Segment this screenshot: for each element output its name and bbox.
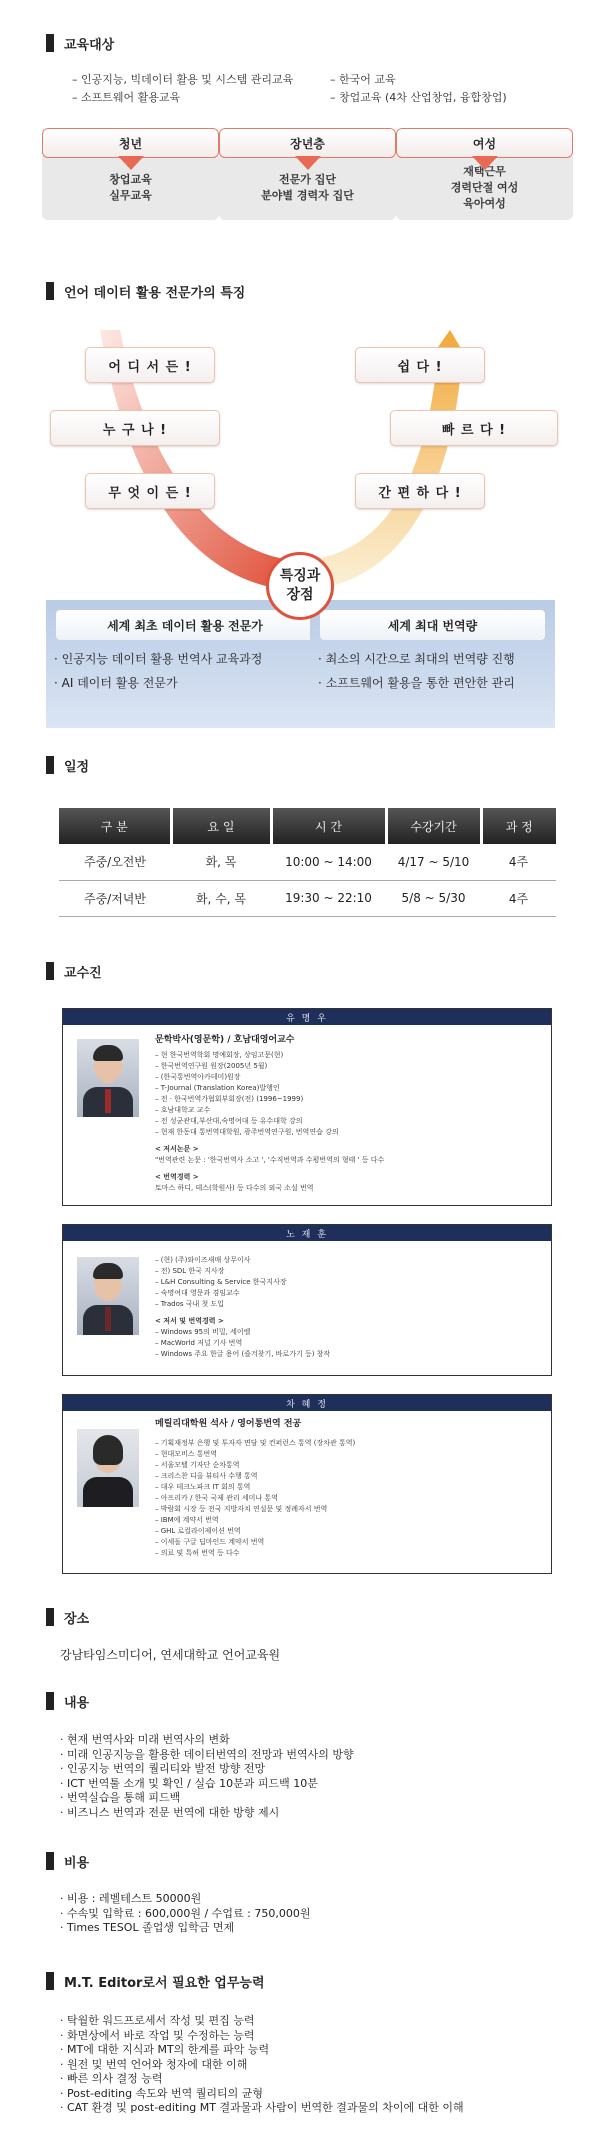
- target-group-title: 장년층: [219, 128, 396, 158]
- bio-line: – 현재 한동대 통번역대학원, 광주번역연구원, 번역연습 강의: [155, 1128, 339, 1136]
- bio-line: – 박람회 시장 등 전국 지방자치 연설문 및 정례자서 번역: [155, 1505, 328, 1513]
- feature-box-title: 세계 최초 데이터 활용 전문가: [56, 610, 314, 640]
- feature-item: · 인공지능 데이터 활용 번역사 교육과정: [54, 652, 263, 666]
- faculty-card: [62, 1224, 552, 1376]
- feature-box-right: [310, 600, 555, 728]
- target-group-line: 창업교육: [109, 173, 152, 186]
- list-item: · 인공지능 번역의 퀄리티와 발전 방향 전망: [60, 1762, 266, 1775]
- list-item: · CAT 환경 및 post-editing MT 결과물과 사람이 번역한 결과물의 차이에 대한 이해: [60, 2101, 464, 2114]
- bio-line: – 대우 테크노파크 IT 회의 통역: [155, 1483, 251, 1491]
- section-marker: [46, 1608, 54, 1626]
- section-marker: [46, 962, 54, 980]
- column-header: 과 정: [481, 808, 556, 844]
- section-title: 교육대상: [64, 37, 115, 53]
- section-header-content: [46, 1690, 89, 1712]
- section-marker: [46, 756, 54, 774]
- features-center-badge: [266, 552, 334, 620]
- bio-line: – 현대모비스 통번역: [155, 1450, 218, 1458]
- feature-box-items: [46, 650, 324, 691]
- place-text: 강남타임스미디어, 연세대학교 언어교육원: [60, 1648, 281, 1662]
- column-header: 요 일: [171, 808, 271, 844]
- table-cell: 10:00 ~ 14:00: [271, 844, 386, 880]
- feature-item: · 소프트웨어 활용을 통한 편안한 관리: [318, 676, 515, 690]
- down-arrow-icon: [118, 156, 144, 170]
- target-group-line: 경력단절 여성: [450, 181, 519, 194]
- target-group-youth: [42, 128, 219, 220]
- feature-pill: 쉽 다 !: [355, 347, 485, 383]
- column-header: 수강기간: [386, 808, 481, 844]
- list-item: · 번역실습을 통해 피드백: [60, 1791, 181, 1804]
- target-item: – 인공지능, 빅데이터 활용 및 시스템 관리교육: [72, 73, 294, 86]
- bio-line: < 저서논문 >: [155, 1145, 199, 1153]
- target-group-women: [396, 128, 573, 220]
- bio-line: < 번역경력 >: [155, 1173, 199, 1181]
- section-title: 교수진: [64, 965, 102, 981]
- list-item: · Post-editing 속도와 번역 퀄리티의 균형: [60, 2086, 263, 2100]
- target-group-line: 분야별 경력자 집단: [261, 189, 354, 202]
- bio-line: – 현 한국번역학회 명예회장, 상임고문(현): [155, 1051, 284, 1059]
- bio-line: – 기획재정부 은행 및 투자자 면담 및 컨퍼런스 통역 (장차관 통역): [155, 1439, 356, 1447]
- section-title: 내용: [64, 1695, 90, 1711]
- faculty-photo: [77, 1257, 139, 1335]
- table-cell: 4주: [481, 880, 556, 916]
- list-item: · 수속및 입학료 : 600,000원 / 수업료 : 750,000원: [60, 1906, 311, 1920]
- bio-line: "번역관련 논문 : '한국번역사 소고 ', '수직번역과 수평번역의 형태 ' 등 다수: [155, 1156, 385, 1164]
- faculty-bio: [155, 1255, 330, 1360]
- feature-item: · 최소의 시간으로 최대의 번역량 진행: [318, 652, 515, 666]
- table-cell: 주중/오전반: [59, 844, 171, 880]
- column-header: 구 분: [59, 808, 171, 844]
- faculty-title: 메릴리대학원 석사 / 영어통번역 전공: [155, 1419, 302, 1429]
- table-row: [59, 880, 556, 916]
- bio-line: – 한국번역연구원 원장(2005년 5월): [155, 1062, 268, 1070]
- bio-line: – 전 · 한국번역가협회부회장(전) (1996~1999): [155, 1095, 304, 1103]
- section-marker: [46, 1692, 54, 1710]
- feature-pill: 간 편 하 다 !: [355, 473, 485, 509]
- feature-pill: 빠 르 다 !: [390, 410, 558, 446]
- table-cell: 4/17 ~ 5/10: [386, 844, 481, 880]
- faculty-title: 문학박사(영문학) / 호남대영어교수: [155, 1035, 295, 1045]
- bio-line: – 크리스찬 디올 뷰티사 수행 통역: [155, 1472, 258, 1480]
- bio-line: – 이세돌 구글 딥마인드 계약서 번역: [155, 1538, 265, 1546]
- list-item: · 탁월한 워드프로세서 작성 및 편집 능력: [60, 2014, 255, 2027]
- down-arrow-icon: [295, 156, 321, 170]
- section-marker: [46, 34, 54, 52]
- target-group-middle-aged: [219, 128, 396, 220]
- down-arrow-icon: [472, 156, 498, 170]
- faculty-card: [62, 1008, 552, 1206]
- feature-box-left: [46, 600, 324, 728]
- feature-item: · AI 데이터 활용 전문가: [54, 676, 178, 690]
- section-header-features: [46, 280, 245, 302]
- list-item: · MT에 대한 지식과 MT의 한계를 파악 능력: [60, 2043, 270, 2056]
- faculty-name: 차 혜 정: [63, 1395, 551, 1411]
- list-item: · 화면상에서 바로 작업 및 수정하는 능력: [60, 2028, 255, 2042]
- table-row: [59, 844, 556, 880]
- section-title: 비용: [64, 1855, 90, 1871]
- photo-tie: [105, 1307, 111, 1331]
- list-item: · ICT 번역툴 소개 및 확인 / 실습 10분과 피드백 10분: [60, 1776, 318, 1790]
- target-group-line: 전문가 집단: [279, 173, 336, 186]
- bio-line: – 호남대학교 교수: [155, 1106, 211, 1114]
- faculty-photo: [77, 1039, 139, 1117]
- photo-hair: [93, 1435, 123, 1465]
- list-item: · 비용 : 레벨테스트 50000원: [60, 1892, 202, 1905]
- table-cell: 화, 목: [171, 844, 271, 880]
- feature-box-items: [310, 650, 555, 691]
- photo-tie: [105, 1089, 111, 1113]
- bio-line: – Trados 국내 첫 도입: [155, 1300, 224, 1308]
- bio-line: – MacWorld 저널 기사 번역: [155, 1339, 243, 1347]
- bio-line: 토마스 하디, 테스(학원사) 등 다수의 외국 소설 번역: [155, 1184, 314, 1192]
- bio-line: – 전 성균관대,부산대,숙명여대 등 유수대학 강의: [155, 1117, 303, 1125]
- list-item: · Times TESOL 졸업생 입학금 면제: [60, 1921, 235, 1934]
- bio-line: – (한국통번역아카데미)원장: [155, 1073, 241, 1081]
- bio-line: – T-Journal (Translation Korea)발행인: [155, 1084, 280, 1092]
- feature-box-title: 세계 최대 번역량: [320, 610, 545, 640]
- faculty-name: 노 재 훈: [63, 1225, 551, 1241]
- cost-list: [60, 1892, 310, 1936]
- table-header-row: [59, 808, 556, 844]
- section-header-target: [46, 32, 114, 54]
- section-title: 일정: [64, 759, 90, 775]
- target-item: – 한국어 교육: [330, 73, 396, 86]
- list-item: · 비즈니스 번역과 전문 번역에 대한 방향 제시: [60, 1805, 280, 1819]
- column-header: 시 간: [271, 808, 386, 844]
- badge-line: 특징과: [279, 568, 321, 584]
- schedule-table: [59, 808, 556, 917]
- table-cell: 화, 수, 목: [171, 880, 271, 916]
- faculty-bio: [155, 1035, 384, 1194]
- list-item: · 미래 인공지능을 활용한 데이터번역의 전망과 번역사의 방향: [60, 1747, 354, 1761]
- photo-hair: [93, 1263, 123, 1279]
- feature-pill: 무 엇 이 든 !: [85, 473, 215, 509]
- section-header-place: [46, 1606, 89, 1628]
- section-title: 언어 데이터 활용 전문가의 특징: [64, 285, 246, 301]
- feature-pill: 어 디 서 든 !: [85, 347, 215, 383]
- section-title: 장소: [64, 1611, 90, 1627]
- target-group-line: 재택근무: [463, 165, 506, 178]
- section-marker: [46, 282, 54, 300]
- table-cell: 5/8 ~ 5/30: [386, 880, 481, 916]
- target-group-line: 실무교육: [109, 189, 152, 202]
- bio-line: – 의료 및 특허 번역 등 다수: [155, 1549, 240, 1557]
- bio-line: – Windows 주요 한글 용어 (즐겨찾기, 바로가기 등) 창작: [155, 1350, 331, 1358]
- section-header-cost: [46, 1850, 89, 1872]
- table-cell: 19:30 ~ 22:10: [271, 880, 386, 916]
- target-item: – 소프트웨어 활용교육: [72, 91, 181, 104]
- section-header-mt-editor: [46, 1970, 265, 1992]
- target-group-title: 청년: [42, 128, 219, 158]
- bio-line: – GHL 로컬라이제이션 번역: [155, 1527, 241, 1535]
- badge-line: 장점: [286, 587, 314, 603]
- target-item: – 창업교육 (4차 산업창업, 융합창업): [330, 91, 507, 104]
- mt-editor-list: [60, 2014, 464, 2116]
- bio-line: – 숙명여대 영문과 겸임교수: [155, 1289, 240, 1297]
- target-group-title: 여성: [396, 128, 573, 158]
- faculty-bio: [155, 1419, 355, 1559]
- photo-suit: [83, 1477, 133, 1507]
- bio-line: – IBM에 계약서 번역: [155, 1516, 219, 1524]
- photo-hair: [93, 1045, 123, 1061]
- section-title: M.T. Editor로서 필요한 업무능력: [64, 1975, 265, 1991]
- table-cell: 4주: [481, 844, 556, 880]
- faculty-name: 유 명 우: [63, 1009, 551, 1025]
- table-cell: 주중/저녁반: [59, 880, 171, 916]
- list-item: · 빠른 의사 결정 능력: [60, 2072, 163, 2085]
- bio-line: – 아프리카 / 한국 국제 관리 세미나 통역: [155, 1494, 278, 1502]
- section-header-schedule: [46, 754, 89, 776]
- faculty-photo: [77, 1429, 139, 1507]
- feature-pill: 누 구 나 !: [50, 410, 220, 446]
- list-item: · 원전 및 번역 언어와 청자에 대한 이해: [60, 2057, 248, 2071]
- section-marker: [46, 1852, 54, 1870]
- list-item: · 현재 번역사와 미래 번역사의 변화: [60, 1733, 230, 1746]
- target-group-line: 육아여성: [463, 197, 506, 210]
- content-list: [60, 1733, 354, 1820]
- bio-line: – 서울모텔 기자단 순차통역: [155, 1461, 240, 1469]
- section-marker: [46, 1972, 54, 1990]
- bio-line: – 전) SDL 한국 지사장: [155, 1267, 225, 1275]
- faculty-card: [62, 1394, 552, 1574]
- bio-line: – Windows 95의 비밀, 세이렐: [155, 1328, 251, 1336]
- bio-line: – L&H Consulting & Service 한국지사장: [155, 1278, 287, 1286]
- bio-line: – (현) (주)와이즈새매 상무이사: [155, 1256, 251, 1264]
- section-header-faculty: [46, 960, 102, 982]
- bio-line: < 저서 및 번역경력 >: [155, 1317, 224, 1325]
